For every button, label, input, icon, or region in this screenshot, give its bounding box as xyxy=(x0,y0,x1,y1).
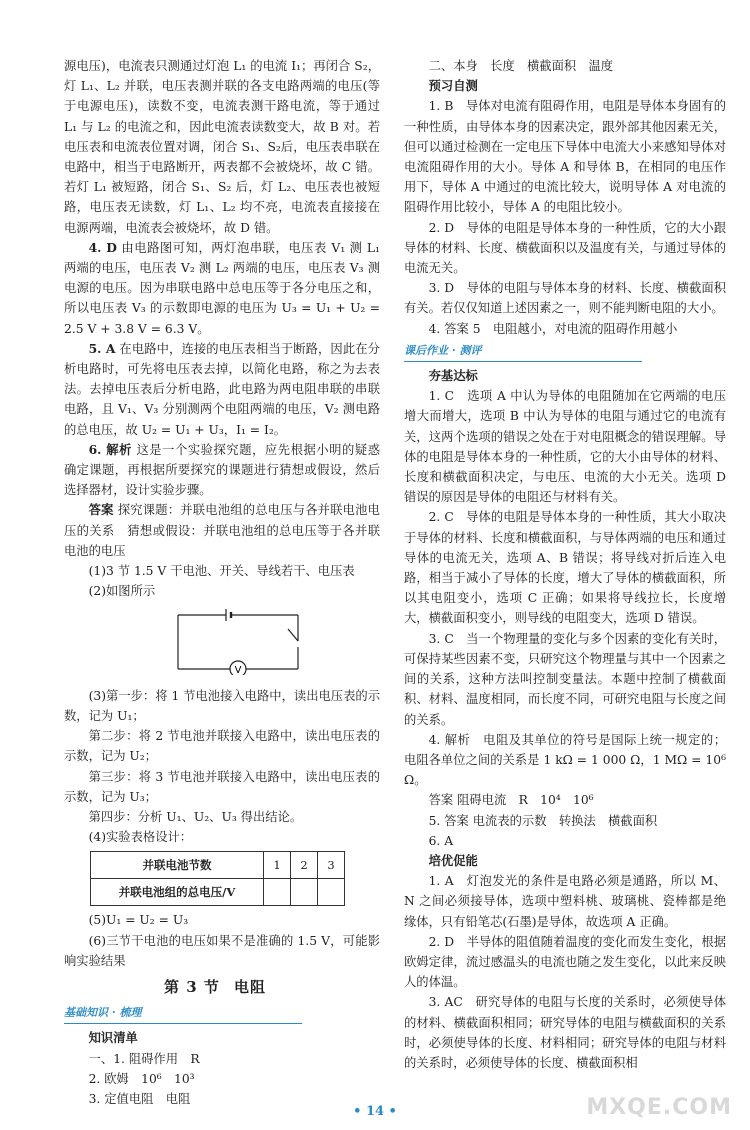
section-number: 第 3 节 xyxy=(164,977,220,996)
question-text: 在电路中，连接的电压表相当于断路，因此在分析电路时，可先将电压表去掉，以简化电路，称之为去表法。去掉电压表后分析电路，此电路为两电阻串联的串联电路，且 V₁、V₃ 分别测两个电阻两端的电压，V₂ 测电路的总电压，故 U₂ = U₁ + U₃，I₁ = I₂。 xyxy=(64,341,380,437)
question-number: 5. A xyxy=(88,340,116,356)
answer-item: 1. C 选项 A 中认为导体的电阻随加在它两端的电压增大而增大，选项 B 中认为导体的电阻与通过它的电流有关，这两个选项的错误之处在于对电阻概念的错误理解。导体的电阻是导体本身的一种性质，它的大小由导体的材料、长度和横截面积决定，与电压、电流的大小无关。选项 D 错误的原因是导体的电阻还与材料有关。 xyxy=(404,389,726,505)
question-text: 由电路图可知，两灯泡串联，电压表 V₁ 测 L₁ 两端的电压，电压表 V₂ 测 L₂ 两端的电压，电压表 V₃ 测电源的电压。因为串联电路中总电压等于各分电压之和，所以电压表 V₃ 的示数即电源的电压为 U₃ = U₁ + U₂ = 2.5 V + 3.8 V = 6.3 V。 xyxy=(64,240,380,336)
step-3b: 第二步：将 2 节电池并联接入电路中，读出电压表的示数，记为 U₂； xyxy=(64,729,380,764)
knowledge-line: 二、本身 长度 横截面积 温度 xyxy=(428,59,614,73)
table-cell xyxy=(291,879,318,906)
question-4 xyxy=(64,238,380,339)
watermark-text: MXQE.COM xyxy=(586,1095,732,1120)
table-cell: 1 xyxy=(264,852,291,879)
step-5: (5)U₁ = U₂ = U₃ xyxy=(88,913,189,928)
question-text: 这是一个实验探究题，应先根据小明的疑惑确定课题，再根据所要探究的课题进行猜想或假设，然后选择器材，设计实验步骤。 xyxy=(64,442,380,498)
table-cell: 并联电池组的总电压/V xyxy=(91,879,264,906)
table-cell xyxy=(264,879,291,906)
answer-item: 5. 答案 电流表的示数 转换法 横截面积 xyxy=(428,813,658,828)
section-name: 电阻 xyxy=(233,977,266,996)
section-title xyxy=(64,977,380,997)
watermark xyxy=(586,1076,736,1124)
answer-item: 3. AC 研究导体的电阻与长度的关系时，必须使导体的材料、横截面积相同；研究导体的电阻与横截面积的关系时，必须使导体的长度、材料相同；研究导体的电阻与材料的关系时，必须使导体的长度、横截面积相 xyxy=(404,995,726,1070)
answer-item: 3. D 导体的电阻与导体本身的材料、长度、横截面积有关。若仅仅知道上述因素之一，则不能判断电阻的大小。 xyxy=(404,281,726,316)
answer-item: 答案 阻碍电流 R 10⁴ 10⁶ xyxy=(428,793,594,808)
table-row xyxy=(91,852,345,879)
page-number: • 14 • xyxy=(353,1104,397,1119)
answer-item: 2. D 导体的电阻是导体本身的一种性质，它的大小跟导体的材料、长度、横截面积以及温度有关，与通过导体的电流无关。 xyxy=(404,220,726,276)
answer-item: 2. D 半导体的阻值随着温度的变化而发生变化，根据欧姆定律，流过感温头的电流也随之发生变化，以此来反映人的体温。 xyxy=(404,934,726,990)
step-3d: 第四步：分析 U₁、U₂、U₃ 得出结论。 xyxy=(88,809,303,824)
subheading: 预习自测 xyxy=(428,78,478,94)
answer-text: 探究课题：并联电池组的总电压与各并联电池电压的关系 猜想或假设：并联电池组的总电压等于各并联电池的电压 xyxy=(64,503,380,558)
answer-item: 6. A xyxy=(428,833,454,848)
left-column xyxy=(64,56,380,1109)
voltmeter-label: V xyxy=(234,665,242,676)
question-6 xyxy=(64,440,380,501)
step-3: (3)第一步：将 1 节电池接入电路中，读出电压表的示数，记为 U₁； xyxy=(64,688,380,723)
answer-item: 3. C 当一个物理量的变化与多个因素的变化有关时，可保持某些因素不变，只研究这个物理量与其中一个因素之间的关系，这种方法叫控制变量法。本题中控制了横截面积、材料、温度相同，而长度不同，可研究电阻与长度之间的关系。 xyxy=(404,631,726,727)
question-5 xyxy=(64,339,380,440)
answer-label: 答案 xyxy=(88,502,114,518)
question-number: 4. D xyxy=(88,239,117,255)
step-1: (1)3 节 1.5 V 干电池、开关、导线若干、电压表 xyxy=(88,564,355,579)
circuit-diagram xyxy=(174,607,304,675)
table-row xyxy=(91,879,345,906)
subheading: 知识清单 xyxy=(88,1030,138,1046)
answer-item: 2. C 导体的电阻是导体本身的一种性质，其大小取决于导体的材料、长度和横截面积，与导体两端的电压和通过导体的电流无关，选项 A、B 错误；将导线对折后连入电路，相当于减小了导体的长度，增大了导体的横截面积，所以其电阻变小，选项 C 正确；如果将导线拉长，长度增大，横截面积变小，则导线的电阻变大，选项 D 错误。 xyxy=(404,510,726,626)
table-cell xyxy=(318,879,345,906)
step-4: (4)实验表格设计： xyxy=(88,830,193,845)
knowledge-1: 一、1. 阻碍作用 R xyxy=(88,1051,200,1066)
section-tag: 基础知识 · 梳理 xyxy=(64,1003,302,1024)
subheading: 夯基达标 xyxy=(428,368,478,384)
answer-item: 4. 答案 5 电阻越小，对电流的阻碍作用越小 xyxy=(428,321,678,336)
question-number: 6. 解析 xyxy=(88,441,132,457)
answer-item: 1. B 导体对电流有阻碍作用，电阻是导体本身固有的一种性质，由导体本身的因素决定，跟外部其他因素无关，但可以通过检测在一定电压下导体中电流大小来感知导体对电流阻碍作用的大小。导体 A 和导体 B，在相同的电压作用下，导体 A 中通过的电流比较大，说明导体 A 对电流的阻碍作用比较小，导体 A 的电阻比较小。 xyxy=(404,99,726,215)
paragraph: 源电压)，电流表只测通过灯泡 L₁ 的电流 I₁；再闭合 S₂，灯 L₁、L₂ 并联，电压表测并联的各支电路两端的电压(等于电源电压)，读数不变，电流表测干路电流，等于通过 L₁ 与 L₂ 的电流之和，因此电流表读数变大，故 B 对。若电压表和电流表位置对调，闭合 S₁、S₂后，电压表串联在电路中，相当于电路断开，两表都不会被烧坏，故 C 错。若灯 L₁ 被短路，闭合 S₁、S₂ 后，灯 L₂、电压表也被短路，电压表无读数，灯 L₁、L₂ 均不亮，电流表直接接在电源两端，电流表会被烧坏，故 D 错。 xyxy=(64,59,380,235)
table-cell: 3 xyxy=(318,852,345,879)
step-3c: 第三步：将 3 节电池并联接入电路中，读出电压表的示数，记为 U₃； xyxy=(64,769,380,804)
step-2: (2)如图所示 xyxy=(88,584,156,599)
right-column xyxy=(404,56,726,1073)
answer xyxy=(64,500,380,561)
experiment-table xyxy=(90,851,345,906)
section-tag: 课后作业 · 测评 xyxy=(404,341,642,362)
answer-item: 1. A 灯泡发光的条件是电路必须是通路，所以 M、N 之间必须接导体，选项中塑料桃、玻璃桃、瓷棒都是绝缘体，只有铅笔芯(石墨)是导体，故选项 A 正确。 xyxy=(404,874,726,929)
table-cell: 并联电池节数 xyxy=(91,852,264,879)
subheading: 培优促能 xyxy=(428,852,478,868)
answer-item: 4. 解析 电阻及其单位的符号是国际上统一规定的；电阻各单位之间的关系是 1 kΩ = 1 000 Ω，1 MΩ = 10⁶ Ω。 xyxy=(404,732,726,788)
table-cell: 2 xyxy=(291,852,318,879)
step-6: (6)三节干电池的电压如果不是准确的 1.5 V，可能影响实验结果 xyxy=(64,933,380,968)
knowledge-3: 3. 定值电阻 电阻 xyxy=(88,1091,191,1106)
knowledge-2: 2. 欧姆 10⁶ 10³ xyxy=(88,1071,195,1086)
